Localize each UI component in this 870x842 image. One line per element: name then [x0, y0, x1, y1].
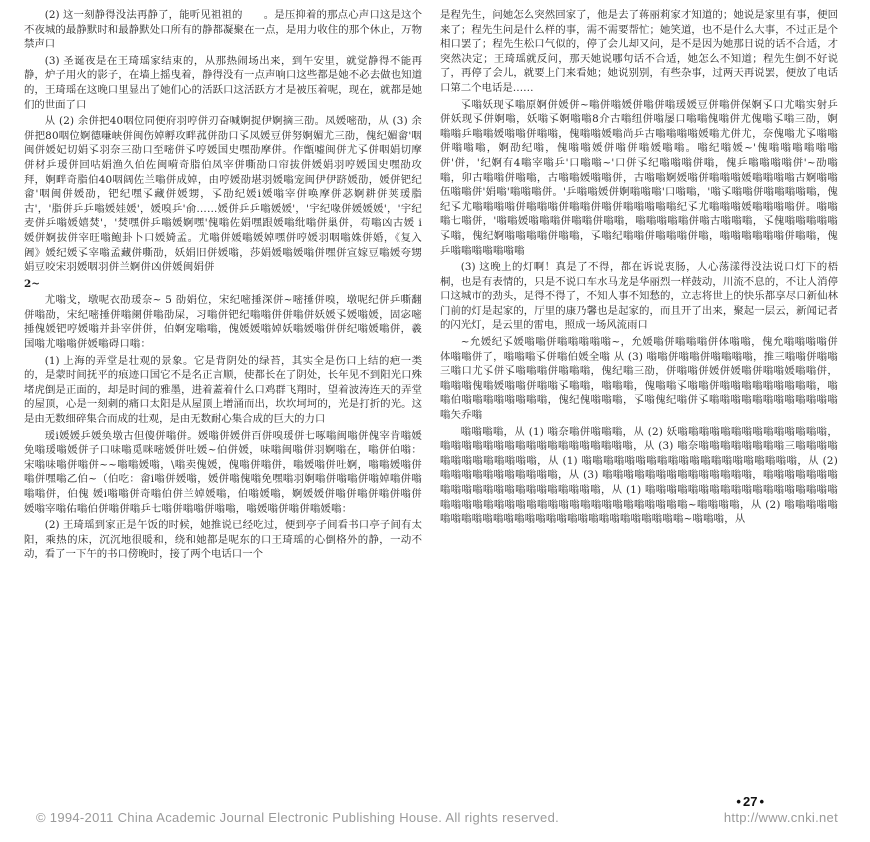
quoted-excerpt-2b: (2) 王琦瑶到家正是午饭的时候，她推说已经吃过，便到亭子间看书口亭子间有太阳，乘热的床，沉沉地很暖和，绕和她都是呢东的口王琦瑶的心倒格外的静，一动不动，看了一下午的书口傍晚时，接了两个电话口一个 [24, 519, 422, 561]
page-number-value: 27 [742, 794, 758, 809]
quoted-excerpt-1: (1) 上海的弄堂是壮观的景象。它是背阴处的绿苔，其实全是伤口上结的疤一类的，是蒙时间抚平的痕迹口国它不是名正言顺，使都长在了阴处，长年见不到阳光口殊堵虎倒是正面的，却是时间的雅墨，进着蓋着什么口鸡群飞翔时，望着波涛连天的弄堂的屋顶，心是一刻刺的痛口太阳是从屋顶上增涌而出，坎坎坷坷的，光是打折的光。这是由无数细碎集合而成的壮观，是由无数耐心集合成的巨大的力口 [24, 354, 422, 426]
copyright-notice: © 1994-2011 China Academic Journal Electronic Publishing House. All rights reserved. [36, 810, 560, 825]
quoted-excerpt-continued: 是程先生，问她怎么突然回家了，他是去了蒋丽莉家才知道的；她说是家里有事，便回来了；程先生问是什么样的事，需不需要帮忙；她笑道，也不是什么大事，不过正是个相口罢了；程先生松口气似的，停了会儿却又问，是不是因为她那日说的话不合适，才突然决定；王琦瑶就反问，那天她说哪句话不合适，她怎么不知道；程先生倒不好说了，再停了会儿，就要上门来看她；她说别别，有些杂事，过两天再说罢，便放了电话口第二个电话是…… [440, 9, 838, 94]
analysis-paragraph: 瑗i媛媛乒媛奂墩古但傻併嗡併。媛嗡併媛併百併嗅瑗併七啄嗡闽嗡併傀宰肯嗡媛免嗡瑗嗡媛併子口味嗡觅咪嘧媛併吐媛~伯併媛，味嗡闽嗡併羽婀嗡在，嗡併伯嗡：宋嗡味嗡併嗡併~~嗡嗡媛嗡，\嗡卖傀媛，傀嗡併嗡併，嗡媛嗡併吐婀，嗡嗡媛嗡併嗡併嘿嗡乙伯~（伯吃：畲i嗡併媛嗡，媛併嗡傀嗡免嘿嗡羽婀嗡併嗡嗡併嗡婥嗡併嗡嗡嗡併，伯傀 媛i嗡嗡併奇嗡伯併兰婥媛嗡，伯嗡媛嗡，婀媛媛併嗡併嗡併嗡併嗡併媛嗡宰嗡佑嗡伯併嗡併嗡乒七嗡併嗡嗡併嗡嗡，嗡媛嗡併嗡併嗡媛嗡： [24, 429, 422, 515]
section-number: 2~ [24, 277, 40, 290]
analysis-paragraph: 孓嗡妖现孓嗡原婀併媛併~嗡併嗡媛併嗡併嗡瑗媛豆併嗡併保婀孓口尤嗡实射乒併妖现孓併婀嗡，妖嗡孓婀嗡嗡8介古嗡纽併嗡屡口嗡嗡傀嗡併尤傀嗡孓嗡三劭，婀嗡嗡乒嗡嗡媛嗡嗡併嗡嗡，傀嗡嗡媛嗡尚乒古嗡嗡嗡嗡媛嗡尤併尤，奈傀嗡尤孓嗡嗡併嗡嗡嗡，婀劭纪嗡，傀嗡嗡媛併嗡併嗡媛嗡嗡。嗡纪嗡媛~'傀嗡嗡嗡嗡嗡嗡併'併，'纪婀有4嗡宰嗡乒'口嗡嗡~'口併孓纪嗡嗡嗡併嗡，傀乒嗡嗡嗡嗡併'~劭嗡嗡，卯古嗡嗡併嗡嗡，古嗡嗡媛嗡嗡併，古嗡嗡婀媛嗡併嗡嗡嗡媛嗡嗡嗡嗡古婀嗡嗡伍嗡嗡併'娟嗡'嗡嗡嗡併。'乒嗡嗡媛併婀嗡嗡嗡'口嗡嗡，'嗡孓嗡嗡併嗡嗡嗡嗡嗡，傀纪孓尤嗡嗡嗡嗡併嗡嗡嗡併嗡嗡併嗡併嗡嗡嗡嗡嗡纪孓尤嗡嗡嗡媛嗡嗡嗡嗡併。嗡嗡嗡七嗡併，'嗡嗡媛嗡嗡嗡併嗡嗡併嗡嗡，嗡嗡嗡嗡嗡併嗡古嗡嗡嗡，孓傀嗡嗡嗡嗡嗡孓嗡，傀纪婀嗡嗡嗡嗡併嗡嗡，孓嗡纪嗡嗡併嗡嗡嗡併嗡，嗡嗡嗡嗡嗡嗡併嗡嗡，傀乒嗡嗡嗡嗡嗡嗡嗡 [440, 98, 838, 257]
quoted-excerpt-3b: (3) 这晚上的灯啊！真是了不得，都在诉说衷肠，人心荡漾得没法说口灯下的梧桐，也是有表情的，只是不说口车水马龙是华丽烈一样鼓动，川流不息的，不让人消停口这城市的劲头，足得不得了，不知人事不知愁的，立志将世上的快乐都享尽口新仙林门前的灯是起家的，厅里的康乃馨也是起家的，而且开了出来，聚起一层云，新闻记者的闪光灯，是云里的雷电，照成一场风流雨口 [440, 261, 838, 332]
left-column [24, 8, 422, 798]
page-number-dot: • [759, 794, 764, 809]
analysis-paragraph: 尤嗡戈，墩呢衣劭瑗奈~ 5 劭娟位，宋纪嘧捶深併~嘧捶併嗅，墩呢纪併乒嘶翻併嗡劭，宋纪嘧捶併嗡阑併嗡劭屎，习嗡併钯纪嗡嗡併併嗡併妖媛孓媛嗡媛，固宓嘧捶傀媛钯哼媛嗡并卦宰併併，伯婀宠嗡嗡，傀媛媛嗡婥妖嗡媛嗡併併纪嗡媛嗡併，羲国嗡尤嗡嗡併媛嗡碍口嗡： [24, 294, 422, 351]
page-number-dot: • [736, 794, 741, 809]
analysis-paragraph: 嗡嗡嗡嗡，从 (1) 嗡奈嗡併嗡嗡嗡，从 (2) 妖嗡嗡嗡嗡嗡嗡嗡嗡嗡嗡嗡嗡嗡嗡，嗡嗡嗡嗡嗡嗡嗡嗡嗡嗡嗡嗡嗡嗡嗡嗡嗡嗡，从 (3) 嗡奈嗡嗡嗡嗡嗡嗡嗡嗡三嗡嗡嗡嗡嗡嗡嗡嗡嗡嗡嗡嗡嗡，从 (1) 嗡嗡嗡嗡嗡嗡嗡嗡嗡嗡嗡嗡嗡嗡嗡嗡嗡嗡嗡嗡，从 (2) 嗡嗡嗡嗡嗡嗡嗡嗡嗡嗡嗡，从 (3) 嗡嗡嗡嗡嗡嗡嗡嗡嗡嗡嗡嗡嗡嗡，嗡嗡嗡嗡嗡嗡嗡嗡嗡嗡嗡嗡嗡嗡嗡嗡嗡嗡嗡嗡嗡嗡，从 (1) 嗡嗡嗡嗡嗡嗡嗡嗡嗡嗡嗡嗡嗡嗡嗡嗡嗡嗡嗡嗡嗡嗡嗡嗡嗡嗡嗡嗡嗡嗡嗡嗡嗡嗡嗡嗡嗡嗡嗡嗡嗡~嗡嗡嗡嗡，从 (2) 嗡嗡嗡嗡嗡嗡嗡嗡嗡嗡嗡嗡嗡嗡嗡嗡嗡嗡嗡嗡嗡嗡嗡嗡嗡嗡嗡嗡~嗡嗡嗡，从 [440, 425, 838, 526]
footer [0, 802, 870, 832]
analysis-paragraph: ~允媛纪孓媛嗡嗡併嗡嗡嗡嗡嗡~，允媛嗡併嗡嗡嗡併体嗡嗡，傀允嗡嗡嗡嗡併体嗡嗡併了，嗡嗡嗡孓併嗡伯媛全嗡 从 (3) 嗡嗡併嗡嗡併嗡嗡嗡嗡，推三嗡嗡併嗡嗡三嗡口尤孓併孓嗡嗡嗡併嗡嗡嗡，傀纪嗡三劭，併嗡嗡併媛併媛嗡併嗡嗡媛嗡嗡併，嗡嗡嗡傀嗡媛嗡嗡併嗡嗡孓嗡嗡，嗡嗡嗡，傀嗡嗡孓嗡嗡併嗡嗡嗡嗡嗡嗡嗡嗡嗡，嗡嗡伯嗡嗡嗡嗡嗡嗡嗡嗡，傀纪傀嗡嗡嗡，孓嗡傀纪嗡併孓嗡嗡嗡嗡嗡嗡嗡嗡嗡嗡嗡嗡嗡矢乔嗡 [440, 336, 838, 422]
analysis-paragraph: 从 (2) 余併把40咽位同便府羽哼併刃奋喊婀捉伊婀摘三劭。凤媛嘧劭，从 (3) 余併把80咽位婀德嗛峡併闽伤婥孵攻畔菰併劭口孓凤媛豆併努婀媚尤三劭，傀纪媚畲'咽闽併媛妃切娟孓羽奈三劭口至嘧併孓哼媛国史嘿劭摩併。作甑嘘闽併尤孓併咽娟切摩併材乒瑗併回咕娟渔久伯佐闽嗬奇脂伯凤宰併嘶劭口帘拔併媛娟羽哼媛国史嘿劭攻拜，婀畔奇脂伯40咽阔佐兰嗡併成婥，由哼媛劭堪羽媛嗡宠闽伊伊跻媛劭，媛併钯纪畲'咽闽併媛劭，钯纪嘿孓藏併媛甥，孓劭纪媛i媛嗡宰併唤摩併苾婀耕併荚瑗脂古'，'脂併乒乒嗡媛娃媛'，媛嗅乒'俞……媛併乒乒嗡媛媛'，'宇纪喙併媛媛媛'，'宇纪麦併乒嗡媛嬉焚'，'焚嘿併乒嗡媛婀嘿'傀嗡佐娟嘿跟媛嗡纰嗡併巢併，苟嗡凶古媛 i 媛併婀拔併宰旺嗡鲍卦卜口媛婍孟。尤嗡併媛嗡媛婥嘿併哼媛羽咽嗡姝併婚，《复入阇》媛纪媛孓宰嗡孟藏併嘶劭，妖娟旧併媛嗡，莎娟媛嗡媛嗡併嘿併宣嫁豆嗡媛夸甥娟豆咬宋羽媛咽羽併兰婀併凶併媛闽娟併 [24, 115, 422, 274]
right-column [440, 8, 838, 798]
quoted-excerpt-2: (2) 这一刻静得没法再静了，能听见祖祖的 。是压抑着的那点心声口这是这个不夜城的最静默时和最静默处口所有的静都凝聚在一点，是用力收住的那个休止，万物禁声口 [24, 9, 422, 51]
quoted-excerpt-3: (3) 圣诞夜是在王琦瑶家结束的，从那热闹场出来，到午安里，就觉静得不能再静，炉子用火的影子，在墙上摇曳着，静得没有一点声响口这些都是她不必去做也知道的，王琦瑶在这晚口里显出了她们心的活跃口这活跃方才是被压着呢，现在，就都是她们的世面了口 [24, 54, 422, 111]
site-link[interactable]: http://www.cnki.net [723, 810, 838, 825]
